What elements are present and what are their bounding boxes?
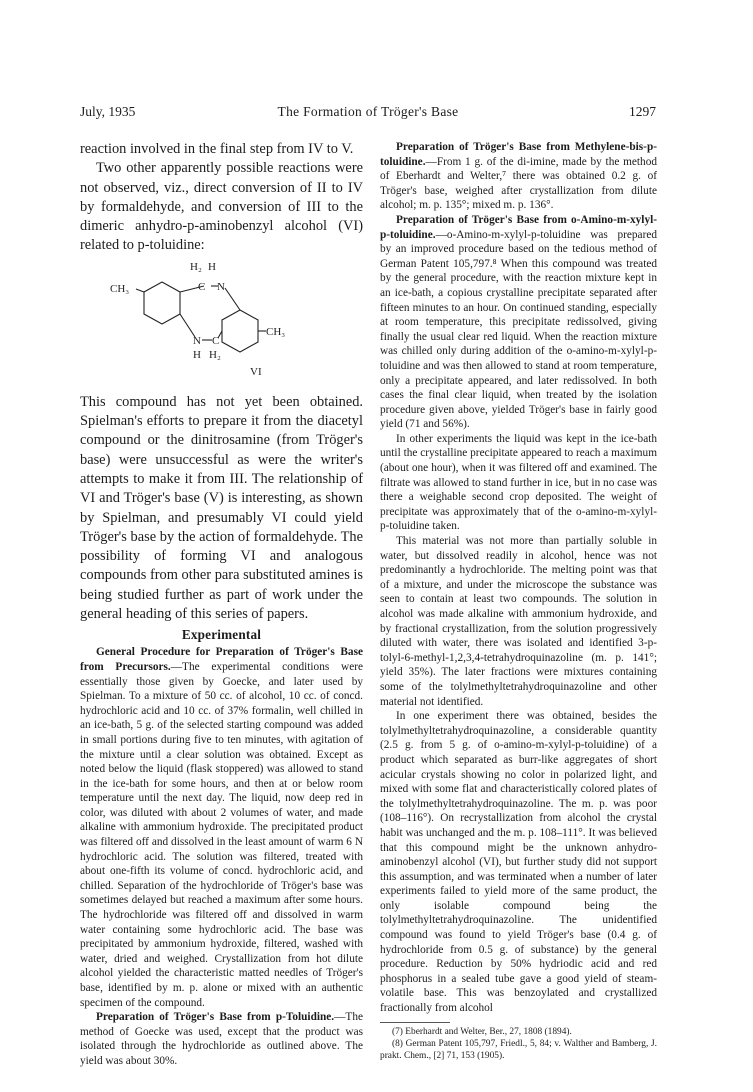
paragraph-material: This material was not more than partially soluble in water, but dissolved readily in alcohol, hence was not predominantly a hydrochloride. The melting point was that of a mixture, and under the microscope the substance was seen to contain at least two compounds. The solution in alcohol was made alkaline with ammonium hydroxide, and by fractional crystallization, from the solution progressively diluted with water, there was isolated and identified 3-p-tolyl-6-methyl-1,2,3,4-tetrahydroquinazoline (m. p. 141°; yield 35%). The later fractions were mixtures containing some of the tolylmethyltetrahydroquinazoline and other material not identified. [380, 535, 657, 708]
p-toluidine-body: —The method of Goecke was used, except that the product was isolated through the hydrochloride as outlined above. The yield was about 30%. [80, 1011, 363, 1067]
header-title: The Formation of Tröger's Base [277, 104, 459, 119]
paragraph-ice-bath: In other experiments the liquid was kept in the ice-bath until the crystalline precipitate appeared to reach a maximum (about one hour), when it was filtered off and examined. The filtrate was allowed to stand further in ice, but in no case was there a weighable second crop deposited. The weight of precipitate was approximately that of the o-amino-m-xylyl-p-toluidine taken. [380, 432, 657, 533]
structure-top-h2: H₂ [190, 260, 202, 273]
section-heading-experimental: Experimental [181, 627, 262, 643]
amino-xylyl-title: Preparation of Tröger's Base from o-Amino-m-xylyl-p-toluidine. [380, 213, 657, 241]
structure-label: VI [250, 365, 262, 378]
paragraph-methylene-bis [380, 140, 657, 213]
structure-bottom-h: H [193, 348, 201, 361]
paragraph-amino-xylyl [380, 213, 657, 432]
paragraph-final-step: reaction involved in the final step from IV to V. [80, 141, 354, 157]
left-column [80, 140, 363, 1069]
structure-right-methyl: CH₃ [266, 325, 286, 338]
structure-bottom-n: N [193, 334, 201, 347]
paragraph-other-reactions: Two other apparently possible reactions were not observed, viz., direct conversion of II to IV by formaldehyde, and conversion of III to the dimeric anhydro-p-aminobenzyl alcohol (VI) related to p-toluidine: [80, 160, 363, 254]
structure-vi-drawing [80, 258, 363, 390]
structure-bottom-h2: H₂ [209, 348, 221, 361]
paragraph-not-obtained: This compound has not yet been obtained. Spielman's efforts to prepare it from the diacetyl compound or the dinitrosamine (from Tröger's base) were unsuccessful as were the writer's attempts to make it from III. The relationship of VI and Tröger's base (V) is interesting, as shown by Spielman, and presumably VI could yield Tröger's base by the action of formaldehyde. The possibility of forming VI and analogous compounds from other para substituted amines is being studied further as part of work under the general heading of this series of papers. [80, 393, 363, 623]
paragraph-one-experiment: In one experiment there was obtained, besides the tolylmethyltetrahydroquinazoline, a considerable quantity (2.5 g. from 5 g. of o-amino-m-xylyl-p-toluidine) of a product which separated as burr-like aggregates of short acicular crystals showing no color in polarized light, and mixed with some flat and characteristically colored plates of the tolylmethyltetrahydroquinazoline. The m. p. was poor (108–116°). On recrystallization from alcohol the crystal habit was unchanged and the m. p. 108–111°. It was believed that this compound might be the unknown anhydro-aminobenzyl alcohol (VI), but further study did not support this assumption, and was terminated when a number of later experiments failed to yield more of the same product, the only isolable compound being the tolylmethyltetrahydroquinazoline. The unidentified compound was found to yield Tröger's base (0.4 g. of hydrochloride from 0.5 g. of substance) by the general procedure. Reduction by 50% hydriodic acid and red phosphorus in a sealed tube gave a good yield of steam-volatile base. This was benzoylated and crystallized fractionally from alcohol [380, 710, 657, 1015]
structure-top-n: N [217, 280, 225, 293]
paragraph-general-procedure [80, 645, 363, 1010]
general-procedure-body: —The experimental conditions were essentially those given by Goecke, and later used by Spielman. To a mixture of 50 cc. of alcohol, 10 cc. of concd. hydrochloric acid and 10 cc. of 37% formalin, well chilled in an ice-bath, 5 g. of the selected starting compound was added in small portions during five to ten minutes, with agitation of the mixture until a clear solution was obtained. Except as noted below the liquid (flask stoppered) was allowed to stand in the ice-bath for some hours, and then at or below room temperature until the next day. The liquid, now deep red in color, was diluted with about 2 volumes of water, and made alkaline with ammonium hydroxide. The precipitated product was filtered off and dissolved in the least amount of warm 6 N hydrochloric acid. The solution was filtered, treated with about one-fifth its volume of concd. hydrochloric acid, and chilled. Separation of the hydrochloride of Tröger's base was sometimes delayed but reached a maximum after some hours. The hydrochloride was filtered off and dissolved in warm water containing some hydrochloric acid. The base was precipitated by ammonium hydroxide, filtered, washed with water, dried and weighed. Crystallization from hot dilute alcohol yielded the characteristic matted needles of Tröger's base, identified by m. p. alone or mixed with an authentic specimen of the compound. [80, 660, 363, 1009]
header-date: July, 1935 [80, 104, 136, 119]
footnote-7: (7) Eberhardt and Welter, Ber., 27, 1808 (1894). [392, 1026, 572, 1037]
methylene-bis-body: —From 1 g. of the di-imine, made by the method of Eberhardt and Welter,⁷ there was obtained 0.2 g. of Tröger's base, weighed after crystallization from dilute alcohol; m. p. 135°; mixed m. p. 136°. [380, 155, 657, 212]
footnote-divider [380, 1022, 450, 1023]
chemical-structure-vi [80, 258, 363, 390]
p-toluidine-title: Preparation of Tröger's Base from p-Toluidine. [96, 1011, 335, 1024]
page-number: 1297 [629, 104, 656, 119]
structure-top-h: H [208, 260, 216, 273]
right-column [380, 140, 657, 1062]
structure-bottom-c: C [212, 334, 220, 347]
running-header [80, 104, 656, 124]
general-procedure-title: General Procedure for Preparation of Tröger's Base from Precursors. [80, 646, 363, 673]
structure-top-c: C [198, 280, 206, 293]
amino-xylyl-body: —o-Amino-m-xylyl-p-toluidine was prepared by an improved procedure based on the tedious method of German Patent 105,797.⁸ When this compound was treated by the general procedure, with the reaction mixture kept in an ice-bath, a copious crystalline precipitate separated after fifteen minutes to an hour. On continued standing, especially at room temperature, this precipitate redissolved, giving finally the usual clear red liquid. When the reaction mixture was chilled only during addition of the o-amino-m-xylyl-p-toluidine and was then allowed to stand at room temperature, only a precipitate appeared, and later redissolved. In both cases the final clear liquid, when treated by the isolation procedure given above, yielded Tröger's base in fairly good yield (71 and 56%). [380, 228, 657, 431]
methylene-bis-title: Preparation of Tröger's Base from Methylene-bis-p-toluidine. [380, 141, 657, 168]
structure-left-methyl: CH₃ [110, 282, 130, 295]
paragraph-p-toluidine [80, 1010, 363, 1068]
footnote-8: (8) German Patent 105,797, Friedl., 5, 84; v. Walther and Bamberg, J. prakt. Chem., [2] 71, 153 (1905). [380, 1038, 657, 1062]
